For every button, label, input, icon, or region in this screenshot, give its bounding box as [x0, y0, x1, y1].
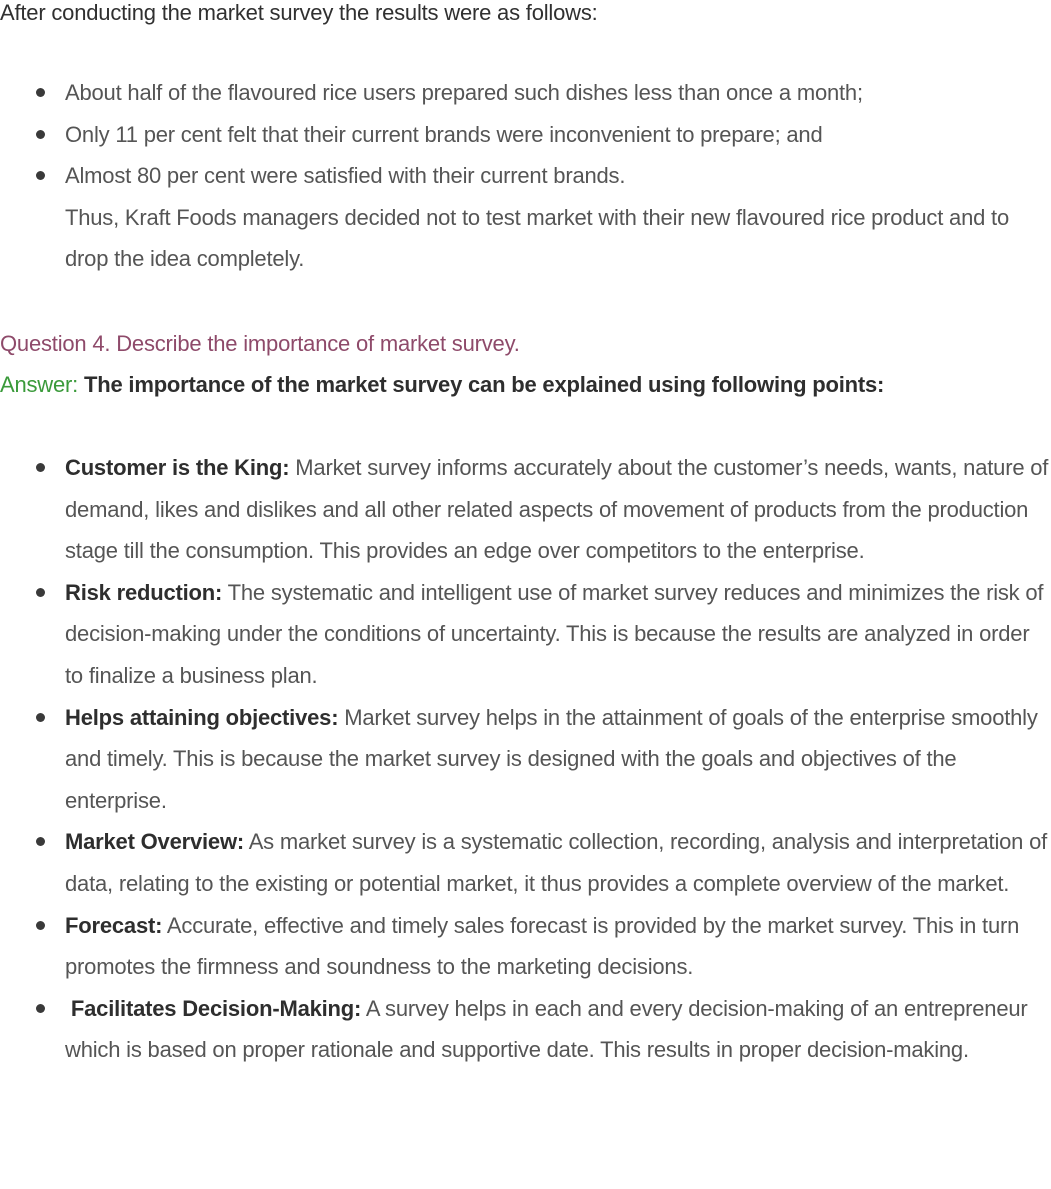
- intro-heading: [0, 0, 598, 26]
- list-item: Only 11 per cent felt that their current brands were inconvenient to prepare; and: [0, 114, 1051, 156]
- point-term: Forecast:: [65, 912, 163, 938]
- list-item: [0, 988, 1051, 1071]
- point-text: A survey helps in each and every decision-making of an entrepreneur which is based on proper rationale and supportive date. This results in proper decision-making.: [65, 995, 1028, 1063]
- list-item: Almost 80 per cent were satisfied with their current brands. Thus, Kraft Foods managers decided not to test market with their new flavoured rice product and to drop the idea completely.: [0, 155, 1051, 280]
- intro-text: After conducting the market survey the results were as follows:: [0, 0, 598, 25]
- bullet-icon: [36, 837, 45, 846]
- point-term: Customer is the King:: [65, 455, 290, 480]
- results-conclusion: Thus, Kraft Foods managers decided not to test market with their new flavoured rice product and to drop the idea completely.: [65, 204, 1010, 272]
- bullet-icon: [36, 1004, 45, 1013]
- list-item: [0, 821, 1051, 904]
- importance-points-list: [0, 447, 1051, 1071]
- answer-label: Answer:: [0, 372, 79, 397]
- bullet-icon: [36, 588, 45, 597]
- point-term: Helps attaining objectives:: [65, 704, 339, 730]
- point-term: Market Overview:: [65, 829, 244, 855]
- answer-intro: [0, 372, 884, 398]
- answer-text: The importance of the market survey can be explained using following points:: [78, 372, 885, 397]
- bullet-icon: [36, 171, 45, 180]
- question-heading: [0, 331, 520, 357]
- bullet-icon: [36, 130, 45, 139]
- list-item: [0, 905, 1051, 988]
- point-text: The systematic and intelligent use of market survey reduces and minimizes the risk of decision-making under the conditions of uncertainty. This is because the results are analyzed in order to finalize a business plan.: [65, 579, 1044, 688]
- list-item: [0, 697, 1051, 822]
- bullet-icon: [36, 463, 45, 472]
- point-text: Market survey helps in the attainment of goals of the enterprise smoothly and timely. This is because the market survey is designed with the goals and objectives of the enterprise.: [65, 704, 1038, 813]
- list-item: [0, 447, 1051, 572]
- bullet-icon: [36, 921, 45, 930]
- point-text: As market survey is a systematic collection, recording, analysis and interpretation of data, relating to the existing or potential market, it thus provides a complete overview of the market.: [65, 829, 1048, 896]
- point-text: Accurate, effective and timely sales forecast is provided by the market survey. This in turn promotes the firmness and soundness to the marketing decisions.: [65, 912, 1020, 980]
- survey-results-list: [0, 72, 1051, 280]
- point-term: Risk reduction:: [65, 579, 223, 605]
- bullet-icon: [36, 713, 45, 722]
- question-text: Question 4. Describe the importance of market survey.: [0, 331, 520, 356]
- bullet-icon: [36, 88, 45, 97]
- list-item: About half of the flavoured rice users prepared such dishes less than once a month;: [0, 72, 1051, 114]
- list-item: [0, 572, 1051, 697]
- point-text: Market survey informs accurately about the customer’s needs, wants, nature of demand, likes and dislikes and all other related aspects of movement of products from the production stage till the consumption. This provides an edge over competitors to the enterprise.: [65, 455, 1049, 564]
- point-term: Facilitates Decision-Making:: [65, 995, 362, 1021]
